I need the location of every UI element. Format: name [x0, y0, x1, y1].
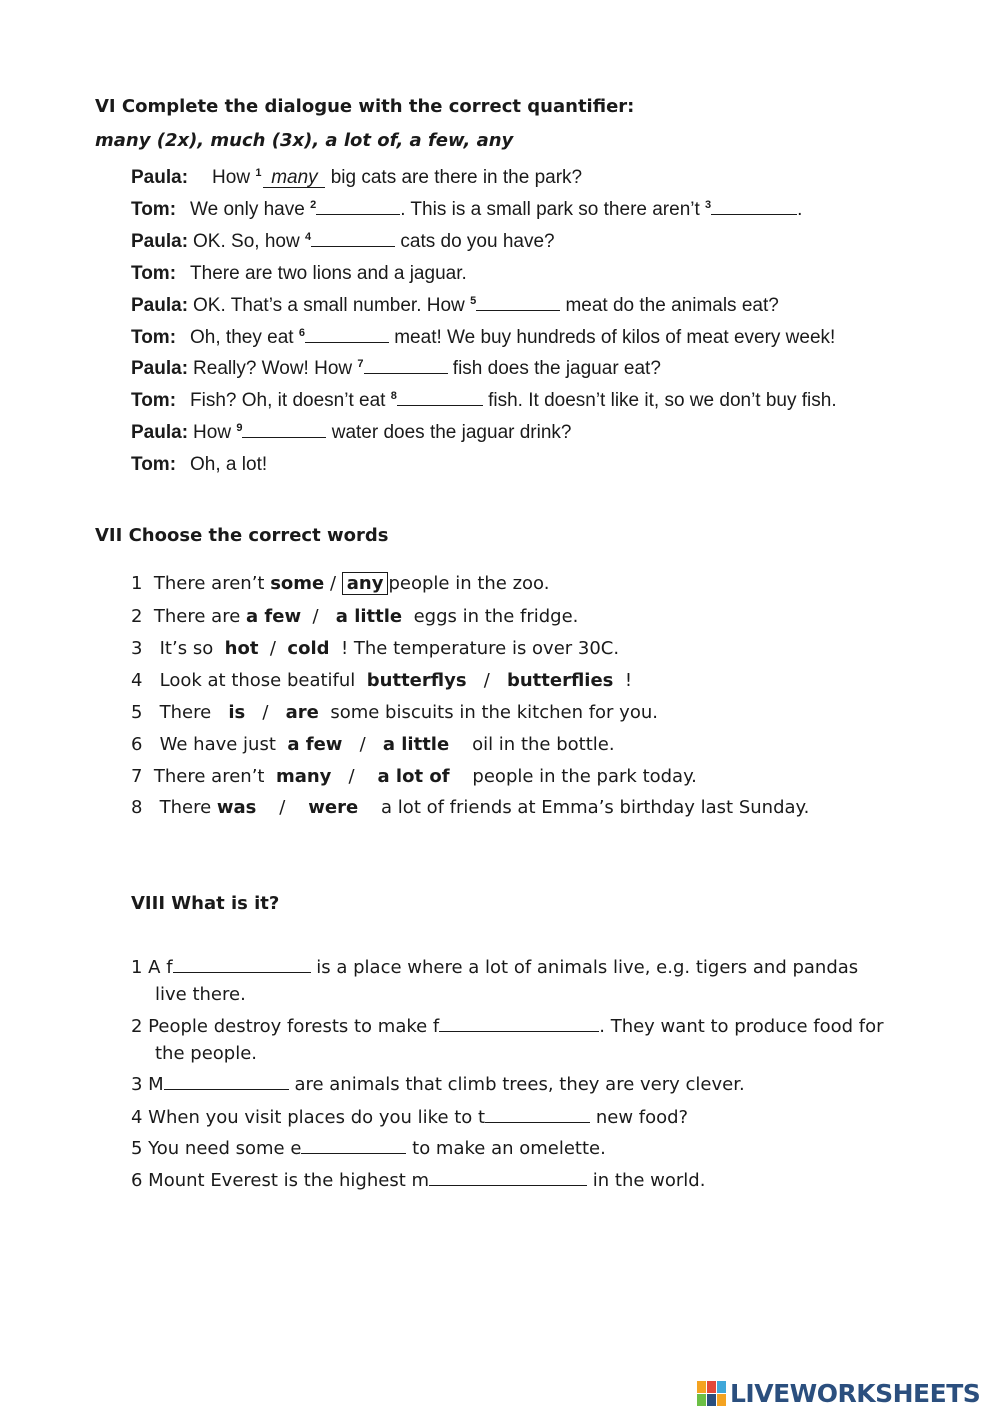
- blank-9[interactable]: [242, 422, 326, 438]
- answer-1[interactable]: many: [263, 169, 325, 188]
- item-text: It’s so: [153, 638, 225, 659]
- blank-5[interactable]: [476, 295, 560, 311]
- item-number: 4: [304, 231, 312, 243]
- line-text: Fish? Oh, it doesn’t eat: [190, 390, 391, 411]
- item-text: new food?: [590, 1107, 689, 1128]
- dialogue-line: [131, 199, 802, 221]
- blank-eggs[interactable]: [301, 1138, 406, 1154]
- liveworksheets-logo-icon: [697, 1381, 726, 1406]
- item-text: There: [153, 797, 217, 818]
- speaker: Paula:: [131, 358, 189, 379]
- line-text: How: [212, 167, 256, 188]
- separator: /: [331, 766, 378, 787]
- item-number: 1: [255, 167, 262, 179]
- choose-item: [131, 734, 615, 755]
- option-b[interactable]: a lot of: [377, 766, 450, 787]
- item-number: 1: [131, 573, 143, 594]
- item-number: 8: [131, 797, 143, 818]
- speaker: Tom:: [131, 454, 177, 475]
- choose-item: [131, 797, 809, 818]
- item-number: 3: [705, 199, 712, 211]
- separator: /: [342, 734, 383, 755]
- blank-monkeys[interactable]: [164, 1074, 289, 1090]
- logo-tile: [707, 1394, 716, 1406]
- option-a[interactable]: some: [270, 573, 325, 594]
- item-text: There aren’t: [153, 573, 271, 594]
- choose-item: [131, 573, 549, 594]
- line-text: Oh, a lot!: [190, 454, 268, 475]
- item-text: . They want to produce food for: [599, 1016, 884, 1037]
- item-text: eggs in the fridge.: [402, 606, 579, 627]
- item-text: There aren’t: [153, 766, 276, 787]
- choose-item: [131, 638, 619, 659]
- blank-mountain[interactable]: [429, 1170, 587, 1186]
- blank-3[interactable]: [711, 199, 797, 215]
- dialogue-line: [131, 358, 661, 380]
- option-b-selected[interactable]: any: [342, 572, 389, 595]
- item-number: 7: [357, 358, 364, 370]
- option-b[interactable]: were: [308, 797, 359, 818]
- logo-text: LIVEWORKSHEETS: [730, 1378, 981, 1408]
- speaker: Tom:: [131, 263, 177, 284]
- item-text: oil in the bottle.: [449, 734, 615, 755]
- speaker: Paula:: [131, 167, 189, 188]
- item-number: 6: [131, 734, 143, 755]
- item-number: 5: [470, 295, 477, 307]
- option-b[interactable]: butterflies: [506, 670, 614, 691]
- logo-tile: [697, 1381, 706, 1393]
- item-number: 2: [310, 199, 317, 211]
- logo-tile: [717, 1394, 726, 1406]
- option-a[interactable]: butterflys: [366, 670, 467, 691]
- item-text: ! The temperature is over 30C.: [329, 638, 620, 659]
- line-text: fish does the jaguar eat?: [447, 358, 661, 379]
- item-number: 6: [298, 327, 305, 339]
- definition-item: [131, 1170, 705, 1191]
- blank-2[interactable]: [316, 199, 400, 215]
- option-a[interactable]: a few: [287, 734, 343, 755]
- separator: /: [324, 573, 342, 594]
- dialogue-line: [131, 263, 467, 285]
- line-text: meat do the animals eat?: [560, 295, 779, 316]
- definition-item: [131, 1138, 606, 1159]
- option-b[interactable]: are: [285, 702, 319, 723]
- separator: /: [301, 606, 336, 627]
- speaker: Paula:: [131, 231, 189, 252]
- logo-tile: [717, 1381, 726, 1393]
- item-text: some biscuits in the kitchen for you.: [318, 702, 658, 723]
- item-text: people in the zoo.: [388, 573, 550, 594]
- choose-item: [131, 670, 632, 691]
- blank-farms[interactable]: [439, 1016, 599, 1032]
- option-a[interactable]: hot: [224, 638, 259, 659]
- blank-4[interactable]: [311, 231, 395, 247]
- separator: /: [466, 670, 507, 691]
- section-6-word-bank: many (2x), much (3x), a lot of, a few, any: [95, 130, 514, 151]
- blank-7[interactable]: [364, 358, 448, 374]
- line-text: water does the jaguar drink?: [326, 422, 572, 443]
- option-b[interactable]: a little: [335, 606, 403, 627]
- item-text: 6 Mount Everest is the highest m: [131, 1170, 430, 1191]
- definition-item: [131, 1016, 884, 1037]
- choose-item: [131, 702, 658, 723]
- item-text: a lot of friends at Emma’s birthday last Sunday.: [358, 797, 810, 818]
- option-a[interactable]: was: [216, 797, 257, 818]
- line-text: We only have: [190, 199, 311, 220]
- line-text: How: [193, 422, 237, 443]
- section-6-title: VI Complete the dialogue with the correct quantifier:: [95, 96, 635, 117]
- logo-tile: [707, 1381, 716, 1393]
- option-a[interactable]: many: [275, 766, 332, 787]
- blank-try[interactable]: [485, 1107, 590, 1123]
- definition-item: [131, 1074, 745, 1095]
- item-text: to make an omelette.: [406, 1138, 606, 1159]
- item-text: There: [153, 702, 229, 723]
- line-text: Oh, they eat: [190, 327, 299, 348]
- item-number: 8: [390, 390, 397, 402]
- liveworksheets-logo: [697, 1378, 980, 1408]
- line-text: There are two lions and a jaguar.: [190, 263, 467, 284]
- item-text: in the world.: [587, 1170, 706, 1191]
- item-text: 3 M: [131, 1074, 164, 1095]
- separator: /: [245, 702, 286, 723]
- line-text: . This is a small park so there aren’t: [400, 199, 706, 220]
- item-text: people in the park today.: [449, 766, 697, 787]
- dialogue-line: [131, 390, 837, 412]
- separator: /: [256, 797, 309, 818]
- item-text: Look at those beatiful: [153, 670, 367, 691]
- section-8-title: VIII What is it?: [131, 893, 280, 914]
- item-number: 9: [236, 422, 243, 434]
- line-text: OK. That’s a small number. How: [193, 295, 471, 316]
- line-text: big cats are there in the park?: [325, 167, 583, 188]
- option-b[interactable]: cold: [287, 638, 330, 659]
- speaker: Tom:: [131, 390, 177, 411]
- definition-item: [131, 1107, 688, 1128]
- line-text: .: [797, 199, 803, 220]
- line-text: meat! We buy hundreds of kilos of meat every week!: [388, 327, 836, 348]
- item-number: 4: [131, 670, 143, 691]
- definition-item-cont: live there.: [155, 984, 246, 1005]
- item-number: 2: [131, 606, 143, 627]
- blank-6[interactable]: [305, 327, 389, 343]
- blank-forest[interactable]: [173, 957, 311, 973]
- item-number: 3: [131, 638, 143, 659]
- item-text: There are: [153, 606, 247, 627]
- separator: /: [258, 638, 288, 659]
- line-text: fish. It doesn’t like it, so we don’t buy fish.: [482, 390, 837, 411]
- line-text: OK. So, how: [193, 231, 305, 252]
- speaker: Tom:: [131, 327, 177, 348]
- dialogue-line: [131, 454, 267, 476]
- speaker: Tom:: [131, 199, 177, 220]
- dialogue-line: [131, 295, 779, 317]
- line-text: Really? Wow! How: [193, 358, 358, 379]
- definition-item-cont: the people.: [155, 1043, 257, 1064]
- option-b[interactable]: a little: [382, 734, 450, 755]
- item-text: 5 You need some e: [131, 1138, 302, 1159]
- option-a[interactable]: is: [228, 702, 246, 723]
- item-text: is a place where a lot of animals live, e.g. tigers and pandas: [310, 957, 859, 978]
- definition-item: [131, 957, 858, 978]
- speaker: Paula:: [131, 295, 189, 316]
- item-text: 1 A f: [131, 957, 173, 978]
- line-text: cats do you have?: [395, 231, 555, 252]
- dialogue-line: [131, 422, 572, 444]
- choose-item: [131, 606, 578, 627]
- option-a[interactable]: a few: [246, 606, 302, 627]
- item-text: are animals that climb trees, they are very clever.: [288, 1074, 745, 1095]
- dialogue-line: [131, 231, 555, 253]
- item-text: 2 People destroy forests to make f: [131, 1016, 440, 1037]
- item-text: !: [613, 670, 633, 691]
- choose-item: [131, 766, 697, 787]
- dialogue-line: [131, 327, 835, 349]
- logo-tile: [697, 1394, 706, 1406]
- item-number: 7: [131, 766, 143, 787]
- speaker: Paula:: [131, 422, 189, 443]
- item-number: 5: [131, 702, 143, 723]
- dialogue-line: [131, 167, 582, 189]
- section-7-title: VII Choose the correct words: [95, 525, 389, 546]
- blank-8[interactable]: [397, 390, 483, 406]
- item-text: We have just: [153, 734, 288, 755]
- item-text: 4 When you visit places do you like to t: [131, 1107, 486, 1128]
